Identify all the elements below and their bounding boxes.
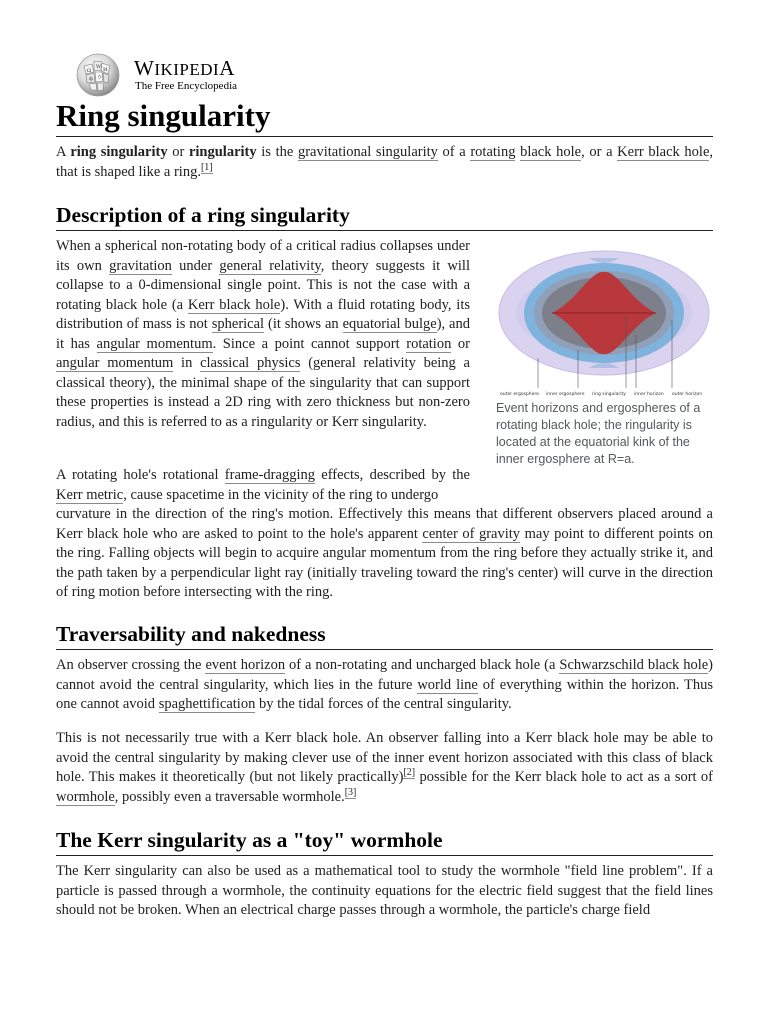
link-center-of-gravity[interactable]: center of gravity <box>422 525 521 542</box>
link-world-line[interactable]: world line <box>417 676 478 693</box>
description-paragraph-2-continued: curvature in the direction of the ring's motion. Effectively this means that different observers placed around a Kerr black hole who are asked to point to the hole's apparent center of gravity may point to different points on the ring. Falling objects will begin to acquire angular momentum from the ring before they actually strike it, and the path taken by a perpendicular light ray (initially traveling toward the ring's center) will curve in the direction of ring motion before intersecting with the ring. <box>56 506 713 600</box>
link-angular-momentum[interactable]: angular momentum <box>96 335 213 352</box>
section-heading-toy-wormhole: The Kerr singularity as a "toy" wormhole <box>56 825 713 856</box>
wikipedia-tagline: The Free Encyclopedia <box>135 80 238 92</box>
section-heading-description: Description of a ring singularity <box>56 200 713 231</box>
intro-paragraph: A ring singularity or ringularity is the gravitational singularity of a rotating black hole, or a Kerr black hole, that is shaped like a ring.[1] <box>56 144 714 180</box>
link-rotation[interactable]: rotation <box>406 335 452 352</box>
section-heading-traversability: Traversability and nakedness <box>56 619 713 650</box>
link-spaghettification[interactable]: spaghettification <box>158 696 256 712</box>
link-frame-dragging[interactable]: frame-dragging <box>224 467 315 483</box>
toy-wormhole-paragraph: The Kerr singularity can also be used as a mathematical tool to study the wormhole "field line problem". If a particle is passed through a wormhole, the continuity equations for the electric field suggest that the field lines should not be broken. When an electrical charge passes through a wormhole, the particle's charge field <box>56 863 713 918</box>
citation-2[interactable]: [2] <box>403 767 416 779</box>
link-angular-momentum-2[interactable]: angular momentum <box>56 355 174 371</box>
figure-label-ring-singularity: ring singularity <box>592 392 626 397</box>
svg-text:ウ: ウ <box>97 75 103 81</box>
description-paragraph-1: When a spherical non-rotating body of a critical radius collapses under its own gravitation under general relativity, theory suggests it will collapse to a 0-dimensional single point. This is not the case with a rotating black hole (a Kerr black hole). With a fluid rotating body, its distribution of mass is not spherical (it shows an equatorial bulge), and it has angular momentum. Since a point cannot support rotation or angular momentum in classical physics (general relativity being a classical theory), the minimal shape of the singularity that can support these properties is instead a 2D ring with zero thickness but non-zero radius, and this is referred to as a ringularity or Kerr singularity. <box>56 238 470 430</box>
link-event-horizon[interactable]: event horizon <box>205 657 286 673</box>
link-general-relativity[interactable]: general relativity <box>219 257 321 274</box>
link-classical-physics[interactable]: classical physics <box>200 355 301 371</box>
figure-label-inner-ergosphere: inner ergosphere <box>546 392 585 397</box>
figure-label-outer-horizon: outer horizon <box>672 392 703 397</box>
wikipedia-wordmark: WIKIPEDIA <box>134 56 235 80</box>
svg-text:ф: ф <box>89 76 93 82</box>
citation-1[interactable]: [1] <box>200 161 213 173</box>
link-equatorial-bulge[interactable]: equatorial bulge <box>342 316 437 332</box>
traversability-paragraph-2: This is not necessarily true with a Kerr black hole. An observer falling into a Kerr black hole may be able to avoid the central singularity by making clever use of the inner event horizon associated with this class of black hole. This makes it theoretically (but not likely practically)[2] possible for the Kerr black hole to act as a sort of wormhole, possibly even a traversable wormhole.[3] <box>56 730 714 805</box>
wikipedia-globe-icon <box>74 52 122 98</box>
link-kerr-black-hole-2[interactable]: Kerr black hole <box>187 296 281 313</box>
figure-label-inner-horizon: inner horizon <box>634 392 664 397</box>
link-kerr-black-hole[interactable]: Kerr black hole <box>617 144 710 160</box>
description-paragraph-2-start: A rotating hole's rotational frame-dragging effects, described by the Kerr metric, cause spacetime in the vicinity of the ring to undergo <box>56 467 470 503</box>
figure-ergospheres <box>496 240 713 468</box>
link-spherical[interactable]: spherical <box>211 316 265 332</box>
citation-3[interactable]: [3] <box>344 786 357 798</box>
svg-text:W: W <box>96 64 102 70</box>
ergosphere-diagram[interactable] <box>496 240 713 398</box>
svg-text:Ω: Ω <box>87 68 92 74</box>
page-title: Ring singularity <box>56 96 713 137</box>
link-wormhole[interactable]: wormhole <box>56 788 115 805</box>
figure-label-outer-ergosphere: outer ergosphere <box>500 392 539 397</box>
traversability-paragraph-1: An observer crossing the event horizon of a non-rotating and uncharged black hole (a Schwarzschild black hole) cannot avoid the central singularity, which lies in the future world line of everything within the horizon. Thus one cannot avoid spaghettification by the tidal forces of the central singularity. <box>56 657 714 712</box>
link-black-hole[interactable]: black hole <box>520 144 582 160</box>
link-rotating[interactable]: rotating <box>470 144 516 160</box>
figure-caption: Event horizons and ergospheres of a rotating black hole; the ringularity is located at the equatorial kink of the inner ergosphere at R=a. <box>496 401 701 466</box>
link-gravitational-singularity[interactable]: gravitational singularity <box>297 144 438 160</box>
svg-text:И: И <box>103 67 108 73</box>
link-schwarzschild-black-hole[interactable]: Schwarzschild black hole <box>559 657 709 673</box>
link-gravitation[interactable]: gravitation <box>109 257 172 274</box>
link-kerr-metric[interactable]: Kerr metric <box>56 486 124 503</box>
